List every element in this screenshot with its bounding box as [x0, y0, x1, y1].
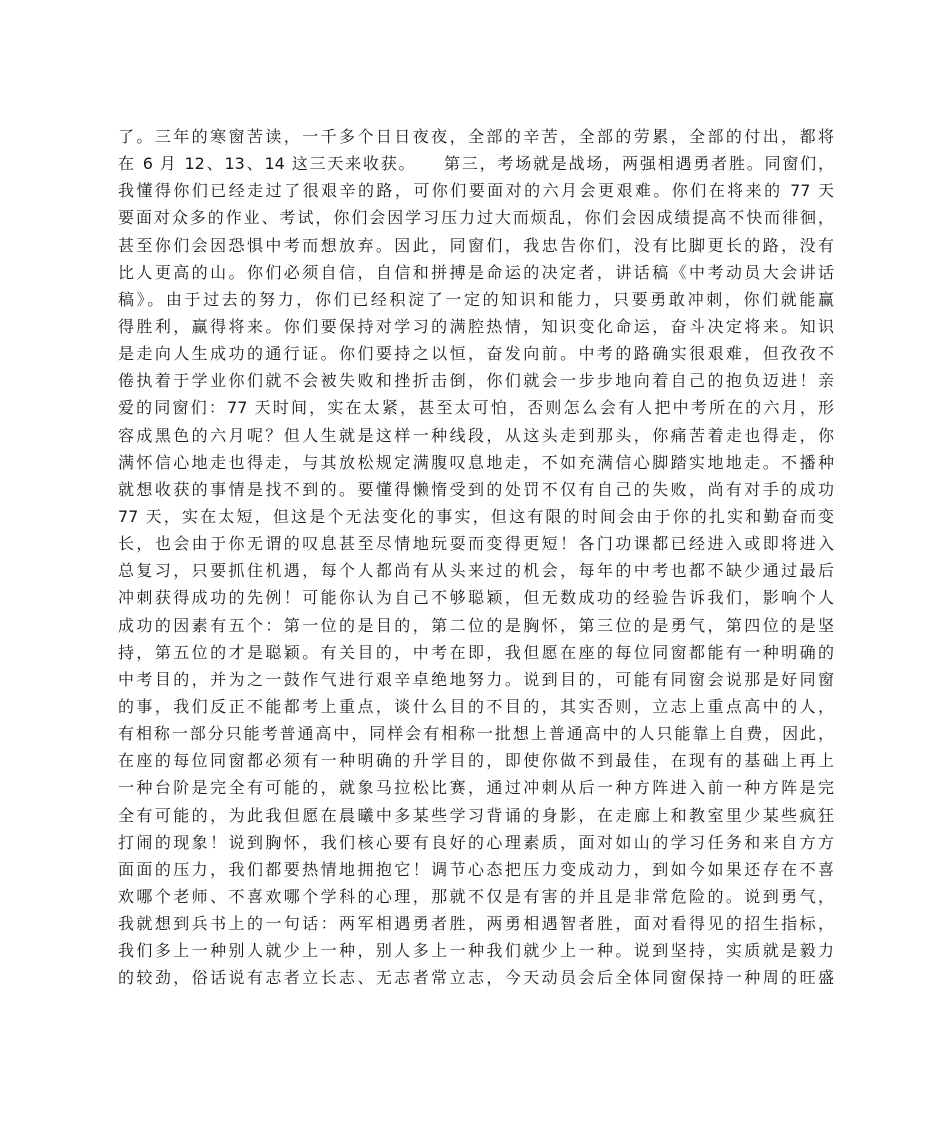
text-line: 就想收获的事情是找不到的。要懂得懒惰受到的处罚不仅有自己的失败，尚有对手的成功	[118, 479, 834, 499]
text-line: 爱的同窗们：77 天时间，实在太紧，甚至太可怕，否则怎么会有人把中考所在的六月，形	[118, 398, 834, 418]
text-line: 面面的压力，我们都要热情地拥抱它！调节心态把压力变成动力，到如今如果还存在不喜	[118, 859, 834, 879]
text-line: 我就想到兵书上的一句话：两军相遇勇者胜，两勇相遇智者胜，面对看得见的招生指标，	[118, 914, 834, 934]
text-line: 要面对众多的作业、考试，你们会因学习压力过大而烦乱，你们会因成绩提高不快而徘徊，	[118, 208, 834, 228]
text-line: 在 6 月 12、13、14 这三天来收获。 第三，考场就是战场，两强相遇勇者胜。同窗们，	[118, 154, 834, 174]
text-line: 容成黑色的六月呢？但人生就是这样一种线段，从这头走到那头，你痛苦着走也得走，你	[118, 425, 834, 445]
text-line: 稿》。由于过去的努力，你们已经积淀了一定的知识和能力，只要勇敢冲刺，你们就能赢	[118, 289, 834, 309]
text-line: 甚至你们会因恐惧中考而想放弃。因此，同窗们，我忠告你们，没有比脚更长的路，没有	[118, 235, 834, 255]
text-line: 总复习，只要抓住机遇，每个人都尚有从头来过的机会，每年的中考也都不缺少通过最后	[118, 561, 834, 581]
text-line: 全有可能的，为此我但愿在晨曦中多某些学习背诵的身影，在走廊上和教室里少某些疯狂	[118, 805, 834, 825]
text-line: 我懂得你们已经走过了很艰辛的路，可你们要面对的六月会更艰难。你们在将来的 77 天	[118, 181, 834, 201]
text-line: 长，也会由于你无谓的叹息甚至尽情地玩耍而变得更短！各门功课都已经进入或即将进入	[118, 534, 834, 554]
text-line: 中考目的，并为之一鼓作气进行艰辛卓绝地努力。说到目的，可能有同窗会说那是好同窗	[118, 669, 834, 689]
text-line: 我们多上一种别人就少上一种，别人多上一种我们就少上一种。说到坚持，实质就是毅力	[118, 941, 834, 961]
text-line: 冲刺获得成功的先例！可能你认为自己不够聪颖，但无数成功的经验告诉我们，影响个人	[118, 588, 834, 608]
text-line: 77 天，实在太短，但这是个无法变化的事实，但这有限的时间会由于你的扎实和勤奋而变	[118, 506, 834, 526]
text-line: 在座的每位同窗都必须有一种明确的升学目的，即使你做不到最佳，在现有的基础上再上	[118, 751, 834, 771]
text-line: 成功的因素有五个：第一位的是目的，第二位的是胸怀，第三位的是勇气，第四位的是坚	[118, 615, 834, 635]
text-line: 的事，我们反正不能都考上重点，谈什么目的不目的，其实否则，立志上重点高中的人，	[118, 696, 834, 716]
text-line: 得胜利，赢得将来。你们要保持对学习的满腔热情，知识变化命运，奋斗决定将来。知识	[118, 316, 834, 336]
text-line: 比人更高的山。你们必须自信，自信和拼搏是命运的决定者，讲话稿《中考动员大会讲话	[118, 262, 834, 282]
text-line: 欢哪个老师、不喜欢哪个学科的心理，那就不仅是有害的并且是非常危险的。说到勇气，	[118, 886, 834, 906]
text-line: 一种台阶是完全有可能的，就象马拉松比赛，通过冲刺从后一种方阵进入前一种方阵是完	[118, 778, 834, 798]
body-text	[118, 123, 834, 992]
text-line: 有相称一部分只能考普通高中，同样会有相称一批想上普通高中的人只能靠上自费，因此，	[118, 724, 834, 744]
text-line: 满怀信心地走也得走，与其放松规定满腹叹息地走，不如充满信心脚踏实地地走。不播种	[118, 452, 834, 472]
text-line: 了。三年的寒窗苦读，一千多个日日夜夜，全部的辛苦，全部的劳累，全部的付出，都将	[118, 127, 834, 146]
text-line: 是走向人生成功的通行证。你们要持之以恒，奋发向前。中考的路确实很艰难，但孜孜不	[118, 344, 834, 364]
text-line: 持，第五位的才是聪颖。有关目的，中考在即，我但愿在座的每位同窗都能有一种明确的	[118, 642, 834, 662]
text-line: 的较劲，俗话说有志者立长志、无志者常立志，今天动员会后全体同窗保持一种周的旺盛	[118, 968, 834, 988]
text-line: 倦执着于学业你们就不会被失败和挫折击倒，你们就会一步步地向着自己的抱负迈进！亲	[118, 371, 834, 391]
text-line: 打闹的现象！说到胸怀，我们核心要有良好的心理素质，面对如山的学习任务和来自方方	[118, 832, 834, 852]
